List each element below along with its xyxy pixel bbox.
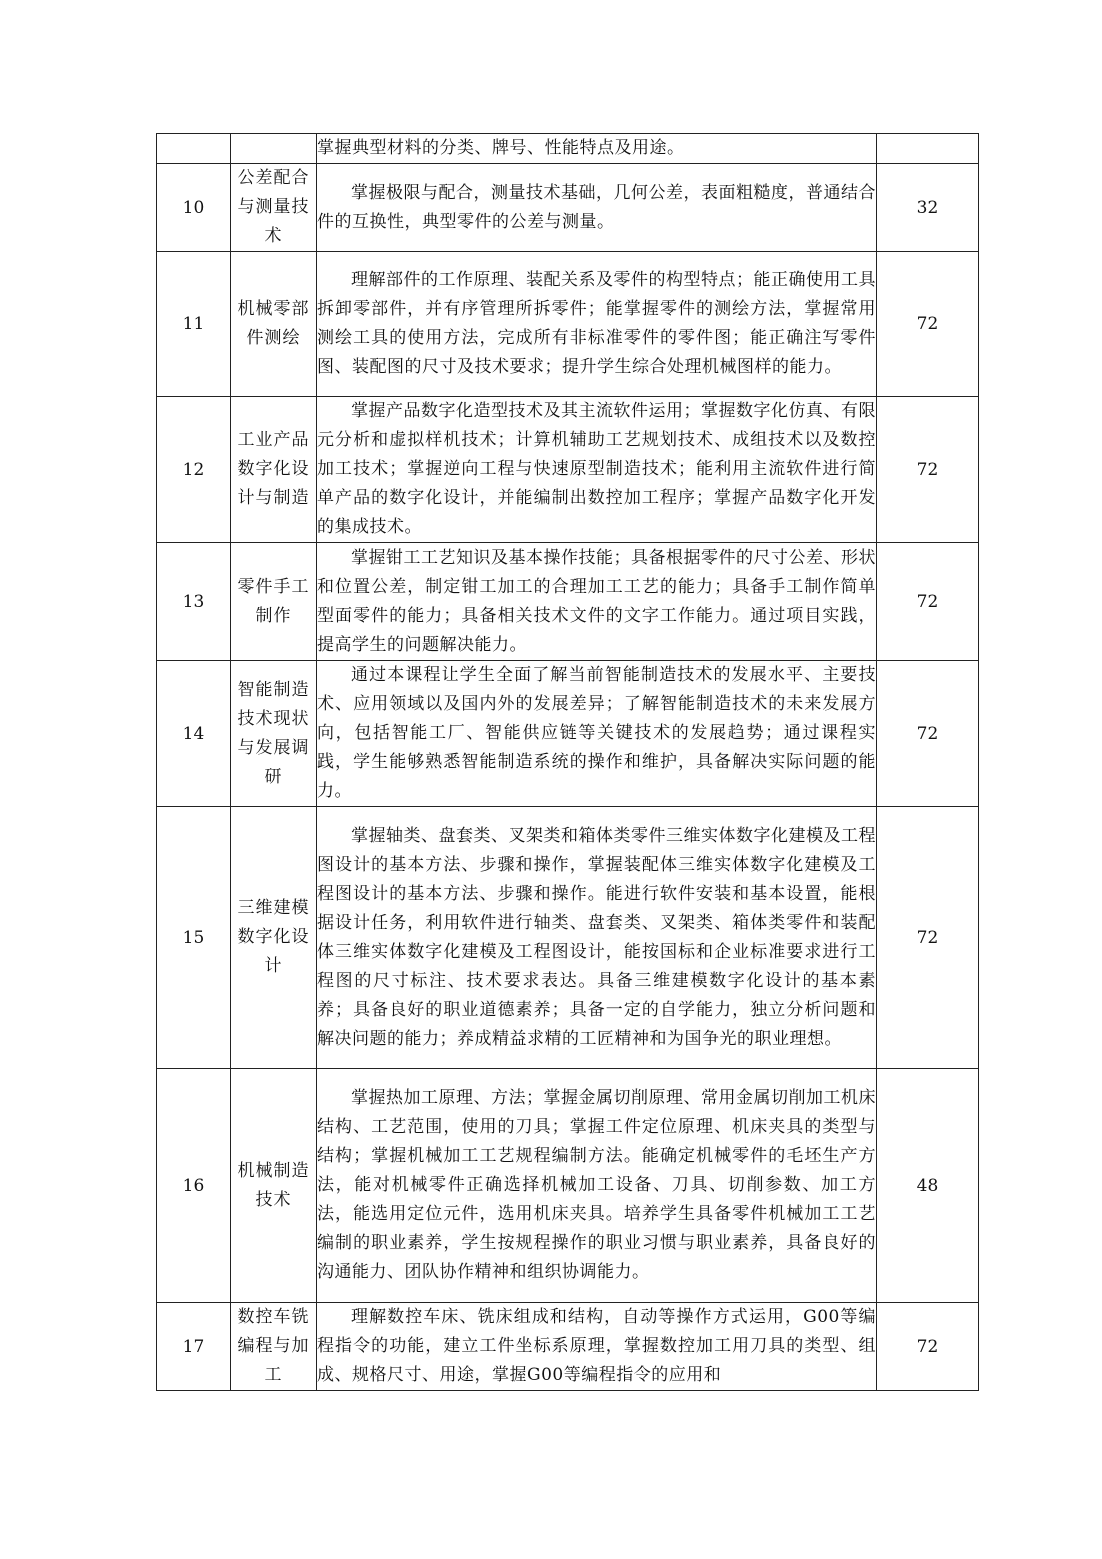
row-number: 14 bbox=[157, 661, 231, 807]
table-row bbox=[157, 1303, 979, 1391]
course-hours: 72 bbox=[877, 807, 979, 1069]
row-number: 12 bbox=[157, 397, 231, 543]
course-name: 机械制造技术 bbox=[231, 1069, 317, 1303]
row-number: 17 bbox=[157, 1303, 231, 1391]
row-number: 11 bbox=[157, 252, 231, 397]
course-description: 通过本课程让学生全面了解当前智能制造技术的发展水平、主要技术、应用领域以及国内外的发展差异；了解智能制造技术的未来发展方向，包括智能工厂、智能供应链等关键技术的发展趋势；通过课程实践，学生能够熟悉智能制造系统的操作和维护，具备解决实际问题的能力。 bbox=[317, 661, 877, 807]
course-hours: 72 bbox=[877, 397, 979, 543]
table-row bbox=[157, 1069, 979, 1303]
course-name: 工业产品数字化设计与制造 bbox=[231, 397, 317, 543]
course-description: 掌握热加工原理、方法；掌握金属切削原理、常用金属切削加工机床结构、工艺范围，使用的刀具；掌握工件定位原理、机床夹具的类型与结构；掌握机械加工工艺规程编制方法。能确定机械零件的毛坯生产方法，能对机械零件正确选择机械加工设备、刀具、切削参数、加工方法，能选用定位元件，选用机床夹具。培养学生具备零件机械加工工艺编制的职业素养，学生按规程操作的职业习惯与职业素养，具备良好的沟通能力、团队协作精神和组织协调能力。 bbox=[317, 1069, 877, 1303]
course-description: 掌握轴类、盘套类、叉架类和箱体类零件三维实体数字化建模及工程图设计的基本方法、步骤和操作，掌握装配体三维实体数字化建模及工程图设计的基本方法、步骤和操作。能进行软件安装和基本设置，能根据设计任务，利用软件进行轴类、盘套类、叉架类、箱体类零件和装配体三维实体数字化建模及工程图设计，能按国标和企业标准要求进行工程图的尺寸标注、技术要求表达。具备三维建模数字化设计的基本素养；具备良好的职业道德素养；具备一定的自学能力，独立分析问题和解决问题的能力；养成精益求精的工匠精神和为国争光的职业理想。 bbox=[317, 807, 877, 1069]
course-name: 零件手工制作 bbox=[231, 543, 317, 661]
table-row bbox=[157, 543, 979, 661]
table-row bbox=[157, 397, 979, 543]
row-number: 10 bbox=[157, 164, 231, 252]
row-number: 13 bbox=[157, 543, 231, 661]
course-hours: 72 bbox=[877, 1303, 979, 1391]
course-table bbox=[156, 133, 979, 1391]
row-number: 16 bbox=[157, 1069, 231, 1303]
course-name: 机械零部件测绘 bbox=[231, 252, 317, 397]
course-description: 理解数控车床、铣床组成和结构，自动等操作方式运用，G00等编程指令的功能，建立工件坐标系原理，掌握数控加工用刀具的类型、组成、规格尺寸、用途，掌握G00等编程指令的应用和 bbox=[317, 1303, 877, 1391]
table-row-continued bbox=[157, 134, 979, 164]
row-number: 15 bbox=[157, 807, 231, 1069]
num-cell bbox=[157, 134, 231, 164]
course-hours: 32 bbox=[877, 164, 979, 252]
course-hours: 48 bbox=[877, 1069, 979, 1303]
course-name: 智能制造技术现状与发展调研 bbox=[231, 661, 317, 807]
course-hours: 72 bbox=[877, 661, 979, 807]
course-description: 理解部件的工作原理、装配关系及零件的构型特点；能正确使用工具拆卸零部件，并有序管理所拆零件；能掌握零件的测绘方法，掌握常用测绘工具的使用方法，完成所有非标准零件的零件图；能正确注写零件图、装配图的尺寸及技术要求；提升学生综合处理机械图样的能力。 bbox=[317, 252, 877, 397]
table-row bbox=[157, 807, 979, 1069]
course-description: 掌握极限与配合，测量技术基础，几何公差，表面粗糙度，普通结合件的互换性，典型零件的公差与测量。 bbox=[317, 164, 877, 252]
hours-cell bbox=[877, 134, 979, 164]
table-row bbox=[157, 164, 979, 252]
course-description: 掌握钳工工艺知识及基本操作技能；具备根据零件的尺寸公差、形状和位置公差，制定钳工加工的合理加工工艺的能力；具备手工制作简单型面零件的能力；具备相关技术文件的文字工作能力。通过项目实践，提高学生的问题解决能力。 bbox=[317, 543, 877, 661]
course-name-cell bbox=[231, 134, 317, 164]
table-row bbox=[157, 252, 979, 397]
course-description: 掌握产品数字化造型技术及其主流软件运用；掌握数字化仿真、有限元分析和虚拟样机技术；计算机辅助工艺规划技术、成组技术以及数控加工技术；掌握逆向工程与快速原型制造技术；能利用主流软件进行简单产品的数字化设计，并能编制出数控加工程序；掌握产品数字化开发的集成技术。 bbox=[317, 397, 877, 543]
table-row bbox=[157, 661, 979, 807]
course-name: 数控车铣编程与加工 bbox=[231, 1303, 317, 1391]
course-name: 三维建模数字化设计 bbox=[231, 807, 317, 1069]
course-hours: 72 bbox=[877, 543, 979, 661]
course-name: 公差配合与测量技术 bbox=[231, 164, 317, 252]
course-hours: 72 bbox=[877, 252, 979, 397]
course-description-cell: 掌握典型材料的分类、牌号、性能特点及用途。 bbox=[317, 134, 877, 164]
